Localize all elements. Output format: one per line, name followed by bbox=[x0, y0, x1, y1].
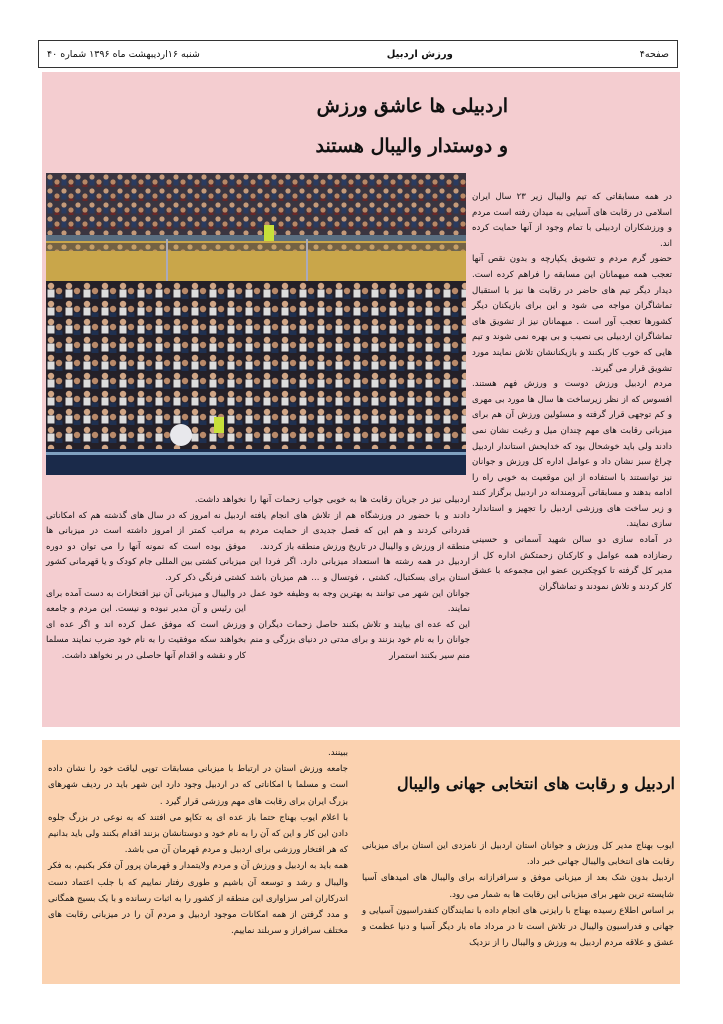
crowd-photo-icon bbox=[46, 173, 466, 475]
paragraph: بر اساس اطلاع رسیده بهناج با رایزنی های انجام داده با نمایندگان کنفدراسیون آسیایی و جهانی و فدراسیون والیبال در تلاش است تا در مرداد ماه بار دیگر آسیا و دنیا عظمت و عشق و علاقه مردم اردبیل به ورزش و والیبال را از نزدیک bbox=[362, 905, 674, 949]
paragraph: در همه مسابقاتی که تیم والیبال زیر ۲۳ سال ایران اسلامی در رقابت های آسیایی به میدان رفته است مردم و ورزشکاران اردبیلی با تمام وجود از آنها حمایت کرده اند. bbox=[472, 192, 673, 249]
paragraph: اردبیل نه امروز که در سال های گذشته هم که امکاناتی به مراتب کمتر از امروز داشته است در میزبانی ها موفق بوده است که نمونه آنها را می توان دو دوره میزبانی کشتی بین المللی جام کودک و یا قهرمانی کشور کشتی فرنگی ذکر کرد. bbox=[46, 510, 246, 583]
article1-column-right bbox=[472, 190, 672, 710]
article2-column-right bbox=[362, 838, 674, 978]
article1-column-left bbox=[46, 493, 246, 718]
article1-headline bbox=[208, 86, 508, 166]
paragraph: جامعه ورزش استان در ارتباط با میزبانی مسابقات توپی لیاقت خود را نشان داده است و مسلما با امکاناتی که در اردبیل وجود دارد این شهر باید در ردیف شهرهای بزرگ ایران برای رقابت های مهم ورزشی قرار گیرد . bbox=[48, 764, 348, 807]
paragraph: این که عده ای بیایند و تلاش بکنند حاصل زحمات دیگران و جوانان را به نام خود بزنند و برای مدتی در دنیای بزرگی و منم منم سیر بکنند استمرار bbox=[250, 619, 470, 661]
article2-column-left bbox=[48, 745, 348, 977]
headline-line-1: اردبیلی ها عاشق ورزش bbox=[316, 95, 508, 117]
paragraph: مردم اردبیل ورزش دوست و ورزش فهم هستند. افسوس که از نظر زیرساخت ها سال ها مورد بی مهری و کم توجهی قرار گرفته و مسئولین ورزش آن هم برای میزبانی رقابت های مهم چندان میل و رغبت نشان نمی دادند ولی باید خوشحال بود که خدایحش استاندار اردبیل چراغ سبز نشان داد و عوامل اداره کل ورزش و جوانان نیز توانستند با استفاده از این موقعیت به خوبی راه را ادامه بدهند و مسابقاتی آبرومندانه در اردبیل برگزار کنند و زیر ساخت های ورزشی اردبیل را تجهیز و استاندارد سازی نمایند. bbox=[472, 379, 672, 530]
paragraph: نخواهد داشت. bbox=[194, 495, 246, 505]
page-header bbox=[38, 40, 678, 68]
page-number: صفحه۴ bbox=[639, 48, 669, 60]
article1-column-middle bbox=[250, 493, 470, 718]
paragraph: اردبیل در همه رشته ها استعداد میزبانی دارد. اگر فردا این استان برای بسکتبال، کشتی ، فوتسال و ... هم میزبان باشد جوانان این شهر می توانند به بهترین وجه به وظیفه خود عمل نمایند. bbox=[250, 557, 470, 615]
section-title: ورزش اردبیل bbox=[386, 48, 453, 60]
paragraph: در والیبال و میزبانی آن نیز افتخارات به دست آمده برای این رئیس و آن مدیر نبوده و نیست. این مردم و جامعه ورزش است که موفق عمل کرده اند و اگر عده ای بخواهند سکه موفقیت را به نام خود ضرب نمایند مسلما کار و نقشه و اقدام آنها حاصلی در بر نخواهد داشت. bbox=[46, 588, 246, 661]
paragraph: ببینند. bbox=[327, 748, 348, 758]
article2-headline: اردبیل و رقابت های انتخابی جهانی والیبال bbox=[397, 774, 675, 793]
issue-date: شنبه ۱۶اردیبهشت ماه ۱۳۹۶ شماره ۴۰ bbox=[47, 48, 200, 60]
headline-line-2: و دوستدار والیبال هستند bbox=[315, 135, 508, 157]
paragraph: اردبیلی نیز در جریان رقابت ها به خوبی جواب زحمات آنها را دادند و با حضور در ورزشگاه هم از تلاش های انجام یافته قدردانی کردند و هم این که فصل جدیدی از حمایت مردم منطقه از ورزش و والیبال در تاریخ ورزش منطقه باز کردند. bbox=[250, 495, 470, 552]
paragraph: ایوب بهناج مدیر کل ورزش و جوانان استان اردبیل از نامزدی این استان برای میزبانی رقابت های انتخابی والیبال جهانی خبر داد. bbox=[362, 841, 674, 868]
paragraph: در آماده سازی دو سالن شهید آسمانی و حسینی رضازاده همه عوامل و کارکنان زحمتکش اداره کل از مدیر کل گرفته تا کوچکترین عضو این مجموعه با عشق کار کردند و تلاش نمودند و تماشاگران bbox=[472, 535, 672, 592]
paragraph: حضور گرم مردم و تشویق یکپارچه و بدون نقص آنها تعجب همه میهمانان این مسابقه را فراهم کرده است. دیدار دیگر تیم های حاضر در رقابت ها نیز با استقبال تماشاگران مواجه می شود و این برای بازیکنان دیگر کشورها تعجب آور است . میهمانان نیز از تشویق های تماشاگران اردبیلی بی نصیب و بی بهره نمی شوند و تیم هایی که خوب کار بکنند و بازیکنانشان تلاش نمایند مورد تشویق قرار می گیرند. bbox=[472, 254, 672, 374]
paragraph: با اعلام ایوب بهناج حتما باز عده ای به تکاپو می افتند که به نوعی در بزرگ جلوه دادن این کار و این که آن را به نام خود و دوستانشان بزنند اقدام بکنند ولی باید بدانیم که هر افتخار ورزشی برای اردبیل و مردم قهرمان آن می باشد. bbox=[48, 812, 348, 856]
paragraph: همه باید به اردبیل و ورزش آن و مردم ولایتمدار و قهرمان پرور آن فکر بکنیم، به فکر والیبال و رشد و توسعه آن باشیم و طوری رفتار نماییم که با جلب اعتماد دست اندرکاران امر سزاواری این منطقه از کشور را به اثبات رسانده و با یک بسیج همگانی و مدد گرفتن از همه امکانات موجود اردبیل و مردم آن را در میزبانی رقابت های مختلف سرافراز و سربلند نماییم. bbox=[48, 861, 348, 937]
paragraph: اردبیل بدون شک بعد از میزبانی موفق و سرافرازانه برای والیبال های امیدهای آسیا شایسته ترین شهر برای میزبانی این رقابت ها به شمار می رود. bbox=[362, 873, 674, 900]
